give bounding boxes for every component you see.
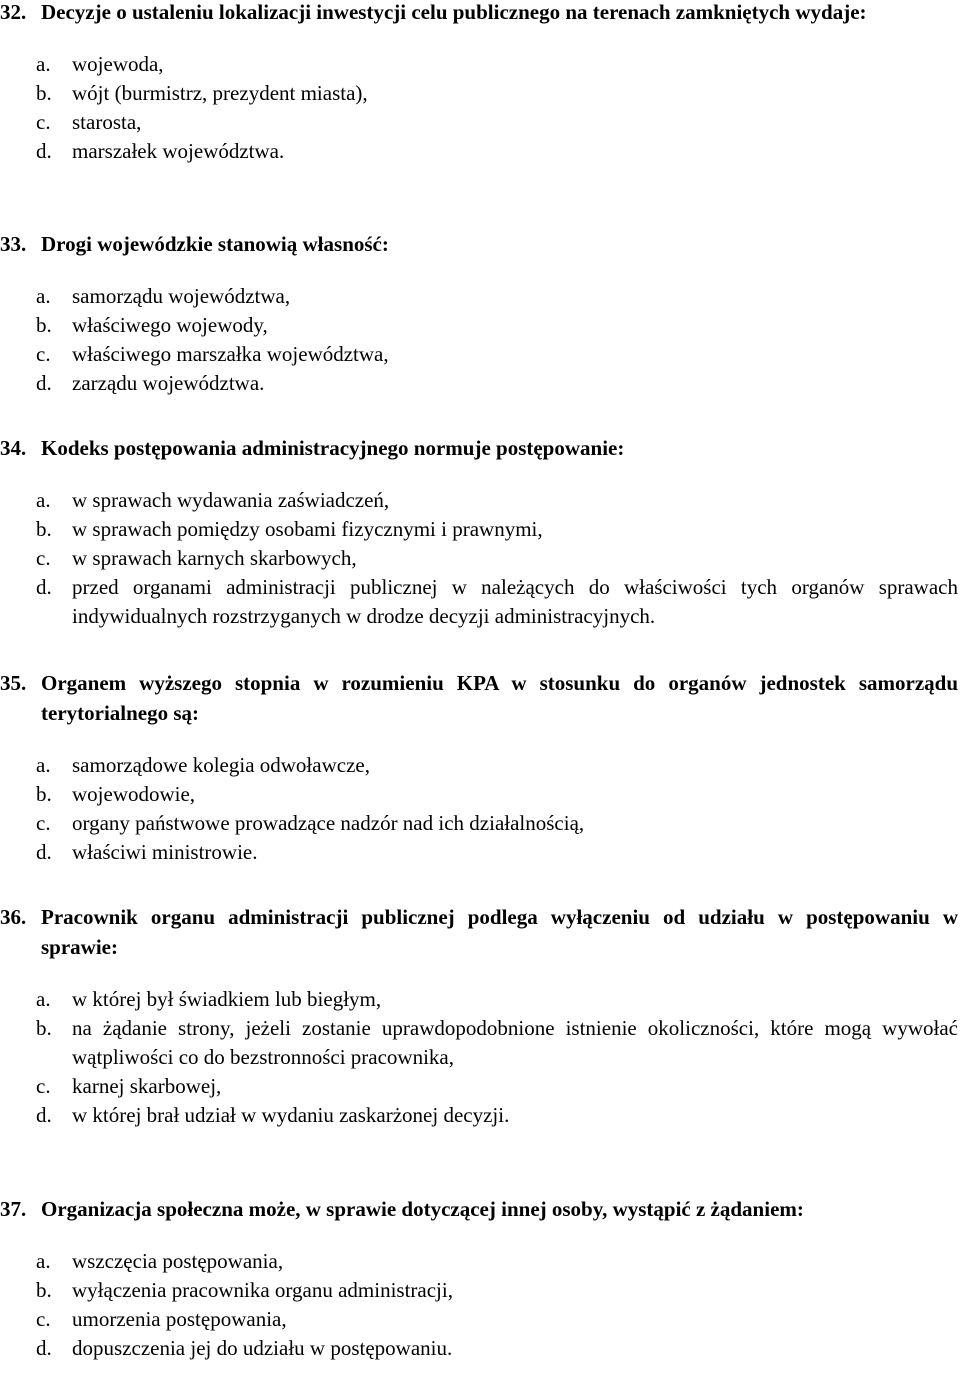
answer-option	[0, 544, 958, 573]
answer-option	[0, 50, 958, 79]
answer-letter: b.	[36, 81, 52, 105]
answer-list	[0, 751, 958, 867]
question-title	[0, 0, 958, 27]
question-title	[0, 902, 958, 962]
answer-letter: a.	[36, 987, 51, 1011]
answer-option	[0, 985, 958, 1014]
answer-letter: b.	[36, 782, 52, 806]
answer-text: samorządowe kolegia odwoławcze,	[72, 753, 370, 777]
answer-option	[0, 809, 958, 838]
answer-text: wojewoda,	[72, 52, 164, 76]
answer-letter: a.	[36, 52, 51, 76]
answer-text: organy państwowe prowadzące nadzór nad ich działalnością,	[72, 811, 585, 835]
question-number: 33.	[0, 232, 27, 256]
answer-option	[0, 108, 958, 137]
answer-letter: b.	[36, 1278, 52, 1302]
answer-text: zarządu województwa.	[72, 371, 265, 395]
answer-option	[0, 282, 958, 311]
answer-option	[0, 751, 958, 780]
answer-letter: d.	[36, 575, 52, 599]
question-32	[0, 0, 958, 166]
question-33	[0, 229, 958, 398]
answer-text: wszczęcia postępowania,	[72, 1249, 284, 1273]
answer-option	[0, 1247, 958, 1276]
question-text: Organizacja społeczna może, w sprawie dotyczącej innej osoby, wystąpić z żądaniem:	[41, 1197, 804, 1221]
answer-option	[0, 1305, 958, 1334]
question-text: Pracownik organu administracji publicznej podlega wyłączeniu od udziału w postępowaniu w sprawie:	[41, 905, 958, 959]
answer-text: w sprawach wydawania zaświadczeń,	[72, 488, 390, 512]
answer-text: samorządu województwa,	[72, 284, 291, 308]
answer-text: na żądanie strony, jeżeli zostanie uprawdopodobnione istnienie okoliczności, które mogą wywołać wątpliwości co do bezstronności pracownika,	[72, 1016, 958, 1069]
answer-letter: c.	[36, 1074, 51, 1098]
question-title	[0, 433, 958, 463]
answer-text: przed organami administracji publicznej w należących do właściwości tych organów sprawach indywidualnych rozstrzyganych w drodze decyzji administracyjnych.	[72, 575, 958, 628]
question-number: 37.	[0, 1197, 27, 1221]
answer-option	[0, 486, 958, 515]
answer-list	[0, 486, 958, 631]
answer-text: dopuszczenia jej do udziału w postępowaniu.	[72, 1336, 453, 1360]
answer-option	[0, 780, 958, 809]
answer-text: w sprawach karnych skarbowych,	[72, 546, 357, 570]
answer-letter: c.	[36, 1307, 51, 1331]
answer-option	[0, 79, 958, 108]
answer-option	[0, 838, 958, 867]
answer-option	[0, 1072, 958, 1101]
answer-text: wojewodowie,	[72, 782, 196, 806]
answer-list	[0, 282, 958, 398]
question-text: Organem wyższego stopnia w rozumieniu KPA w stosunku do organów jednostek samorządu terytorialnego są:	[41, 671, 958, 725]
question-37	[0, 1194, 958, 1363]
answer-text: starosta,	[72, 110, 142, 134]
answer-text: karnej skarbowej,	[72, 1074, 222, 1098]
answer-option	[0, 1014, 958, 1072]
answer-option	[0, 340, 958, 369]
answer-option	[0, 573, 958, 631]
answer-text: w której był świadkiem lub biegłym,	[72, 987, 382, 1011]
question-number: 34.	[0, 436, 27, 460]
answer-letter: c.	[36, 811, 51, 835]
answer-option	[0, 369, 958, 398]
question-34	[0, 433, 958, 631]
answer-list	[0, 50, 958, 166]
question-text: Decyzje o ustaleniu lokalizacji inwestycji celu publicznego na terenach zamkniętych wydaje:	[41, 0, 867, 24]
question-title	[0, 668, 958, 728]
answer-list	[0, 1247, 958, 1363]
answer-list	[0, 985, 958, 1130]
answer-letter: d.	[36, 1336, 52, 1360]
answer-letter: c.	[36, 110, 51, 134]
answer-letter: d.	[36, 1103, 52, 1127]
answer-letter: d.	[36, 840, 52, 864]
answer-option	[0, 1276, 958, 1305]
answer-text: właściwego wojewody,	[72, 313, 268, 337]
question-36	[0, 902, 958, 1130]
answer-letter: c.	[36, 546, 51, 570]
question-title	[0, 1194, 958, 1224]
answer-letter: b.	[36, 1016, 52, 1040]
question-text: Drogi wojewódzkie stanowią własność:	[41, 232, 389, 256]
question-title	[0, 229, 958, 259]
answer-option	[0, 1334, 958, 1363]
question-text: Kodeks postępowania administracyjnego normuje postępowanie:	[41, 436, 625, 460]
question-number: 36.	[0, 905, 27, 929]
answer-letter: a.	[36, 488, 51, 512]
answer-text: umorzenia postępowania,	[72, 1307, 287, 1331]
question-number: 35.	[0, 671, 27, 695]
answer-option	[0, 515, 958, 544]
answer-letter: a.	[36, 284, 51, 308]
answer-option	[0, 1101, 958, 1130]
answer-text: w której brał udział w wydaniu zaskarżonej decyzji.	[72, 1103, 510, 1127]
answer-letter: d.	[36, 371, 52, 395]
answer-letter: b.	[36, 313, 52, 337]
answer-letter: b.	[36, 517, 52, 541]
question-number: 32.	[0, 0, 27, 24]
answer-text: wójt (burmistrz, prezydent miasta),	[72, 81, 368, 105]
answer-option	[0, 311, 958, 340]
answer-option	[0, 137, 958, 166]
answer-letter: d.	[36, 139, 52, 163]
answer-letter: c.	[36, 342, 51, 366]
answer-text: właściwego marszałka województwa,	[72, 342, 389, 366]
answer-text: wyłączenia pracownika organu administracji,	[72, 1278, 453, 1302]
question-35	[0, 668, 958, 867]
answer-text: marszałek województwa.	[72, 139, 285, 163]
answer-text: w sprawach pomiędzy osobami fizycznymi i prawnymi,	[72, 517, 543, 541]
answer-text: właściwi ministrowie.	[72, 840, 258, 864]
answer-letter: a.	[36, 753, 51, 777]
answer-letter: a.	[36, 1249, 51, 1273]
